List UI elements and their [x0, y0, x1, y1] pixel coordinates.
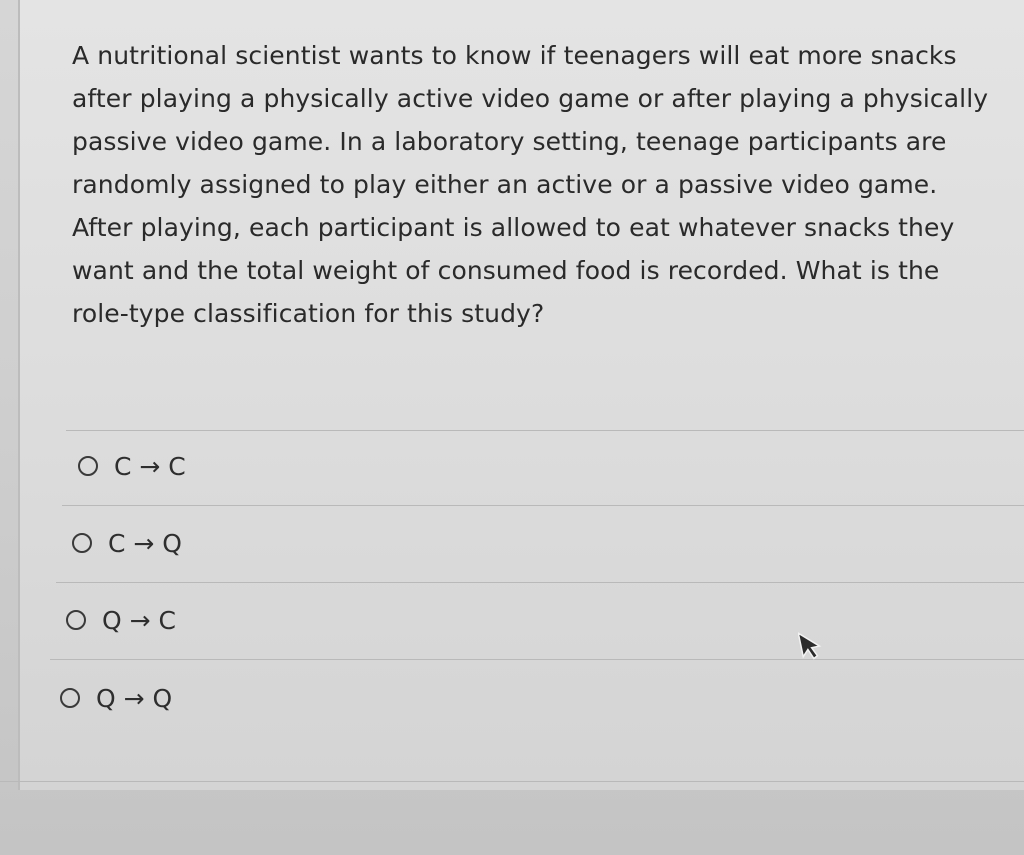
- option-q-to-c[interactable]: [66, 600, 176, 640]
- radio-button-icon[interactable]: [72, 533, 92, 553]
- question-panel: [18, 0, 1024, 790]
- option-q-to-q[interactable]: [60, 678, 172, 718]
- option-label: Q → Q: [96, 683, 173, 713]
- option-label: C → C: [114, 451, 186, 481]
- radio-button-icon[interactable]: [78, 456, 98, 476]
- radio-button-icon[interactable]: [60, 688, 80, 708]
- mouse-pointer-icon: [798, 629, 826, 663]
- option-c-to-c[interactable]: [78, 446, 186, 486]
- divider: [62, 505, 1024, 506]
- divider-top: [66, 430, 1024, 431]
- divider: [50, 659, 1024, 660]
- option-label: C → Q: [108, 528, 182, 558]
- divider-bottom: [0, 781, 1024, 782]
- option-c-to-q[interactable]: [72, 523, 182, 563]
- radio-button-icon[interactable]: [66, 610, 86, 630]
- option-label: Q → C: [102, 605, 176, 635]
- question-text: A nutritional scientist wants to know if teenagers will eat more snacks after playing a physically active video game or after playing a physically passive video game. In a laboratory setting, teenage participants are randomly assigned to play either an active or a passive video game. After playing, each participant is allowed to eat whatever snacks they want and the total weight of consumed food is recorded. What is the role-type classification for this study?: [72, 41, 989, 328]
- divider: [56, 582, 1024, 583]
